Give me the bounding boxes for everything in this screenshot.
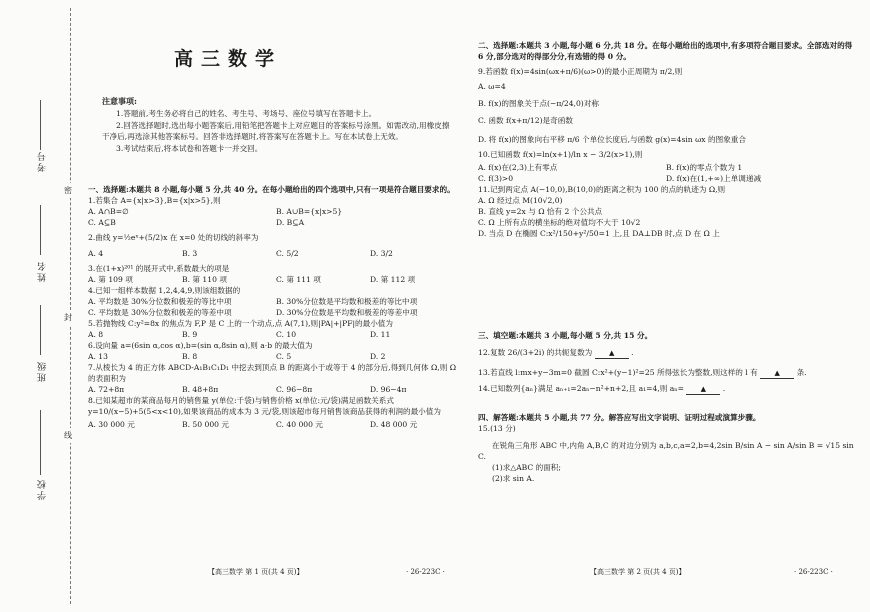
question-3 xyxy=(88,263,464,285)
section-2-heading: 二、选择题:本题共 3 小题,每小题 6 分,共 18 分。在每小题给出的选项中,有多项符合题目要求。全部选对的得 6 分,部分选对的得部分分,有选错的得 0 分。 xyxy=(478,41,853,61)
option-c: C. A⊆B xyxy=(88,218,116,227)
note-item: 1.答题前,考生务必将自己的姓名、考生号、考场号、座位号填写在答题卡上。 xyxy=(116,109,377,118)
option-a: A. 4 xyxy=(88,249,104,258)
question-15-head: 15.(13 分) xyxy=(478,424,516,433)
option-d: D. f(x)在(1,+∞)上单调递减 xyxy=(666,174,762,183)
option-c: C. 96−8π xyxy=(276,385,313,394)
options xyxy=(88,217,464,228)
option-b: B. 30%分位数是平均数和极差的等比中项 xyxy=(276,297,418,306)
question-stem: 2.曲线 y=½eˣ+(5/2)x 在 x=0 处的切线的斜率为 xyxy=(88,233,259,242)
option-d: D. 将 f(x)的图象向右平移 π/6 个单位长度后,与函数 g(x)=4sin ωx 的图象重合 xyxy=(478,135,746,144)
question-4 xyxy=(88,285,464,318)
options xyxy=(88,419,464,430)
options xyxy=(478,162,854,173)
label-class: 班级 xyxy=(38,360,48,382)
left-column xyxy=(88,0,468,612)
question-stem: 10.已知函数 f(x)=ln(x+1)/ln x − 3/2(x>1),则 xyxy=(478,150,643,159)
option-a: A. 8 xyxy=(88,330,104,339)
question-stem: 11.记到两定点 A(−10,0),B(10,0)的距离之积为 100 的点的轨迹为 Ω,则 xyxy=(478,185,726,194)
note-item: 2.回答选择题时,选出每小题答案后,用铅笔把答题卡上对应题目的答案标号涂黑。如需改动,用橡皮擦干净后,再选涂其他答案标号。回答非选择题时,将答案写在答题卡上。写在本试卷上无效。 xyxy=(102,121,450,141)
label-name: 姓名 xyxy=(38,260,48,282)
option-c: C. Ω 上所有点的横坐标的绝对值均不大于 10√2 xyxy=(478,218,641,227)
option-b: B. 8 xyxy=(182,352,198,361)
answer-blank xyxy=(760,368,794,379)
option-c: C. 函数 f(x+π/12)是奇函数 xyxy=(478,116,573,125)
question-stem: 3.在(1+x)²⁰¹ 的展开式中,系数最大的项是 xyxy=(88,264,230,273)
question-15-part-2: (2)求 sin A. xyxy=(492,474,535,483)
section-1 xyxy=(88,184,464,430)
question-stem: 12.复数 26/(3+2i) 的共轭复数为 xyxy=(478,348,593,357)
underline-name xyxy=(40,205,41,255)
option-a: A. 30 000 元 xyxy=(88,420,135,429)
option-c: C. 5 xyxy=(276,352,292,361)
question-stem: 8.已知某超市的某商品每月的销售量 y(单位:千袋)与销售价格 x(单位:元/袋)满足函数关系式 y=10/(x−5)+5(5<x<10),如果该商品的成本为 3 元/袋,则该超市每月销售该商品获得的利润的最小值为 xyxy=(88,396,441,416)
options xyxy=(88,206,464,217)
option-c: C. 平均数是 30%分位数和极差的等差中项 xyxy=(88,308,232,317)
option-a: A. ω=4 xyxy=(478,82,506,91)
question-8 xyxy=(88,395,464,430)
footer-code: · 26-223C · xyxy=(406,568,445,576)
question-6 xyxy=(88,340,464,362)
question-2 xyxy=(88,232,464,259)
option-d: D. 2 xyxy=(370,352,386,361)
question-12 xyxy=(478,347,854,359)
question-stem: 9.若函数 f(x)=4sin(ωx+π/6)(ω>0)的最小正周期为 π/2,则 xyxy=(478,67,683,76)
mark-mi: 密 xyxy=(64,183,72,198)
question-14 xyxy=(478,383,854,395)
notes-heading: 注意事项: xyxy=(102,96,137,106)
answer-blank xyxy=(686,384,720,395)
options xyxy=(88,351,464,362)
option-d: D. 30%分位数是平均数和极差的等差中项 xyxy=(276,308,418,317)
option-b: B. f(x)的零点个数为 1 xyxy=(666,163,743,172)
question-5 xyxy=(88,318,464,340)
section-3 xyxy=(478,330,854,395)
option-a: A. 平均数是 30%分位数和极差的等比中项 xyxy=(88,297,232,306)
section-4-heading: 四、解答题:本题共 5 小题,共 77 分。解答应写出文字说明、证明过程或演算步骤。 xyxy=(478,413,761,422)
binding-margin xyxy=(0,0,80,612)
option-a: A. 第 109 项 xyxy=(88,275,133,284)
question-stem: 14.已知数列{aₙ}满足 aₙ₊₁=2aₙ−n²+n+2,且 a₁=4,则 aₙ= xyxy=(478,384,684,394)
option-c: C. f(3)>0 xyxy=(478,174,514,183)
option-b: B. 48+8π xyxy=(182,385,219,394)
underline-exam-number xyxy=(40,100,41,150)
question-11 xyxy=(478,184,854,239)
footer-page-info: 【高三数学 第 1 页(共 4 页)】 xyxy=(208,568,304,576)
option-a: A. A∩B=∅ xyxy=(88,207,129,216)
underline-school xyxy=(40,410,41,475)
options xyxy=(88,307,464,318)
option-b: B. 9 xyxy=(182,330,198,339)
option-a: A. 13 xyxy=(88,352,108,361)
section-4 xyxy=(478,412,854,484)
question-tail: . xyxy=(631,348,634,357)
note-item: 3.考试结束后,将本试卷和答题卡一并交回。 xyxy=(116,144,263,153)
options xyxy=(88,384,464,395)
label-school: 学校 xyxy=(38,478,48,500)
section-2 xyxy=(478,40,854,239)
question-13 xyxy=(478,367,854,379)
seal-line xyxy=(70,8,71,604)
question-1 xyxy=(88,195,464,228)
answer-blank xyxy=(595,348,629,359)
section-3-heading: 三、填空题:本题共 3 小题,每小题 5 分,共 15 分。 xyxy=(478,331,653,340)
question-stem: 7.从棱长为 4 的正方体 ABCD-A₁B₁C₁D₁ 中挖去到顶点 B 的距离小于或等于 4 的部分后,得到几何体 Ω,则 Ω 的表面积为 xyxy=(88,363,456,383)
option-b: B. A∪B={x|x>5} xyxy=(276,207,343,216)
option-d: D. 11 xyxy=(370,330,391,339)
footer-page-info: 【高三数学 第 2 页(共 4 页)】 xyxy=(590,568,686,576)
question-stem: 5.若抛物线 C:y²=8x 的焦点为 F,P 是 C 上的一个动点,点 A(7,1),则|PA|+|PF|的最小值为 xyxy=(88,319,393,328)
option-d: D. 第 112 项 xyxy=(370,275,416,284)
footer-code: · 26-223C · xyxy=(794,568,833,576)
question-15-part-1: (1)求△ABC 的面积; xyxy=(492,463,561,472)
option-a: A. Ω 经过点 M(10√2,0) xyxy=(478,196,563,205)
option-a: A. f(x)在(2,3)上有零点 xyxy=(478,163,558,172)
question-stem: 13.若直线 l:mx+y−3m=0 截圆 C:x²+(y−1)²=25 所得弦长为整数,则这样的 l 有 xyxy=(478,368,758,378)
notes-list xyxy=(102,108,450,155)
question-stem: 4.已知一组样本数据 1,2,4,4,9,则该组数据的 xyxy=(88,286,241,295)
option-c: C. 第 111 项 xyxy=(276,275,321,284)
option-c: C. 5/2 xyxy=(276,249,299,258)
mark-feng: 封 xyxy=(64,310,72,325)
question-stem: 6.设向量 a=(6sin α,cos α),b=(sin α,8sin α),则 a·b 的最大值为 xyxy=(88,341,313,350)
question-10 xyxy=(478,149,854,184)
options xyxy=(478,173,854,184)
options xyxy=(88,248,464,259)
options xyxy=(88,296,464,307)
question-tail: 条. xyxy=(796,368,807,378)
option-a: A. 72+8π xyxy=(88,385,125,394)
label-exam-number: 考号 xyxy=(38,150,48,172)
mark-xian: 线 xyxy=(64,428,72,443)
option-b: B. 3 xyxy=(182,249,198,258)
option-c: C. 40 000 元 xyxy=(276,420,323,429)
option-d: D. 48 000 元 xyxy=(370,420,418,429)
option-d: D. 96−4π xyxy=(370,385,407,394)
question-7 xyxy=(88,362,464,395)
question-tail: . xyxy=(722,384,726,394)
option-b: B. 50 000 元 xyxy=(182,420,229,429)
option-d: D. 当点 D 在椭圆 C:x²/150+y²/50=1 上,且 DA⊥DB 时,点 D 在 Ω 上 xyxy=(478,229,720,238)
right-column xyxy=(478,0,862,612)
option-d: D. 3/2 xyxy=(370,249,393,258)
page-title: 高三数学 xyxy=(173,48,282,70)
option-c: C. 10 xyxy=(276,330,297,339)
question-9 xyxy=(478,66,854,145)
options xyxy=(88,274,464,285)
question-stem: 1.若集合 A={x|x>3},B={x|x>5},则 xyxy=(88,196,221,205)
question-15-stem: 在锐角三角形 ABC 中,内角 A,B,C 的对边分别为 a,b,c,a=2,b=4,2sin B/sin A − sin A/sin B = √15 sin C. xyxy=(478,441,854,461)
section-1-heading: 一、选择题:本题共 8 小题,每小题 5 分,共 40 分。在每小题给出的四个选项中,只有一项是符合题目要求的。 xyxy=(88,185,455,194)
option-b: B. 直线 y=2x 与 Ω 恰有 2 个公共点 xyxy=(478,207,603,216)
option-b: B. 第 110 项 xyxy=(182,275,227,284)
underline-class xyxy=(40,305,41,355)
options xyxy=(88,329,464,340)
option-d: D. B⊆A xyxy=(276,218,305,227)
option-b: B. f(x)的图象关于点(−π/24,0)对称 xyxy=(478,99,599,108)
